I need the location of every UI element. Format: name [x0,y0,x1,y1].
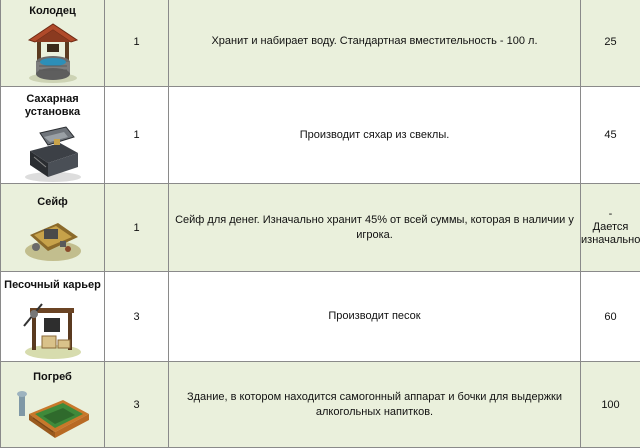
building-cell [1,362,105,448]
table-row [1,0,640,87]
building-name: Песочный карьер [1,279,104,292]
cellar-icon [13,388,93,444]
price-line: изначально [581,234,640,247]
building-name: Погреб [1,371,104,384]
building-cell [1,87,105,184]
table-row [1,87,640,184]
quantity: 3 [105,362,169,448]
description: Сейф для денег. Изначально хранит 45% от всей суммы, которая в наличии у игрока. [169,184,581,272]
description: Здание, в котором находится самогонный аппарат и бочки для выдержки алкогольных напитков. [169,362,581,448]
quantity: 1 [105,0,169,87]
price-line: - [581,208,640,221]
safe-icon [22,213,84,265]
building-name: Сахарная установка [1,93,104,119]
sand-quarry-icon [20,296,86,360]
price-line: Дается [581,221,640,234]
description: Хранит и набирает воду. Стандартная вместительность - 100 л. [169,0,581,87]
table-row [1,362,640,448]
price [581,184,640,272]
description: Производит песок [169,272,581,362]
price: 100 [581,362,640,448]
price: 60 [581,272,640,362]
building-name: Сейф [1,196,104,209]
table-row [1,272,640,362]
building-cell [1,0,105,87]
building-cell [1,184,105,272]
price: 25 [581,0,640,87]
quantity: 1 [105,87,169,184]
quantity: 1 [105,184,169,272]
building-name: Колодец [1,5,104,18]
sugar-machine-icon [20,123,86,183]
building-cell [1,272,105,362]
well-icon [23,22,83,84]
description: Производит сяхар из свеклы. [169,87,581,184]
price: 45 [581,87,640,184]
quantity: 3 [105,272,169,362]
table-row [1,184,640,272]
